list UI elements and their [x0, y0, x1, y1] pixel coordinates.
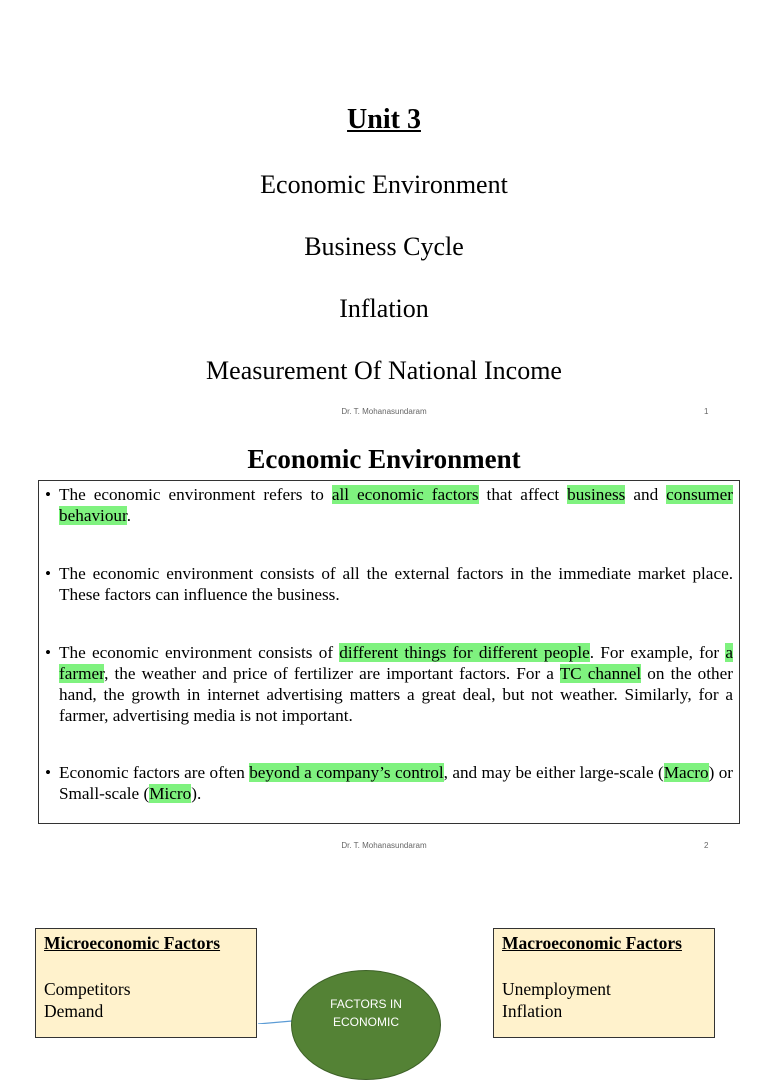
highlighted-text: beyond a company’s control — [249, 763, 444, 782]
macro-factor-item: Inflation — [502, 1001, 563, 1021]
micro-factor-item: Competitors — [44, 979, 131, 999]
bullet-text: ). — [191, 784, 202, 803]
highlighted-text: all economic factors — [331, 485, 479, 504]
highlighted-text: a farmer — [59, 643, 734, 683]
highlighted-text: TC channel — [559, 664, 642, 683]
bullet-text: . For example, for — [589, 643, 726, 662]
topic-inflation: Inflation — [339, 294, 429, 323]
bullet-box — [38, 480, 740, 824]
page-number: 1 — [704, 407, 709, 416]
bullet-text: on the other hand, the growth in internet advertising matters a great deal, but not weather. Similarly, for a farmer, advertising media is not important. — [59, 664, 733, 725]
macro-factor-item: Unemployment — [502, 979, 611, 999]
highlighted-text: consumer behaviour — [59, 485, 733, 525]
microeconomic-heading: Microeconomic Factors — [44, 933, 221, 953]
topic-national-income: Measurement Of National Income — [206, 356, 562, 385]
highlighted-text: business — [567, 485, 626, 504]
bullet-text: The economic environment consists of all the external factors in the immediate market place. These factors can influence the business. — [59, 564, 733, 604]
bullet-text: Economic factors are often — [59, 763, 250, 782]
bullet-text: , and may be either large-scale ( — [443, 763, 664, 782]
bullet-text: that affect — [478, 485, 568, 504]
unit-title: Unit 3 — [347, 104, 421, 135]
slide-title: Economic Environment — [247, 444, 521, 474]
bullet-text: ) or Small-scale ( — [59, 763, 734, 803]
bullet-text: and — [625, 485, 667, 504]
bullet-text: The economic environment consists of — [59, 643, 340, 662]
topic-business-cycle: Business Cycle — [304, 232, 464, 261]
footer-author: Dr. T. Mohanasundaram — [341, 407, 427, 416]
bullet-text: The economic environment refers to — [59, 485, 332, 504]
bullet-text: , the weather and price of fertilizer are important factors. For a — [104, 664, 560, 683]
topic-economic-environment: Economic Environment — [260, 170, 508, 199]
highlighted-text: Micro — [149, 784, 192, 803]
ellipse-text-line: ECONOMIC — [333, 1015, 399, 1029]
highlighted-text: Macro — [663, 763, 709, 782]
highlighted-text: different things for different people — [339, 643, 590, 662]
macroeconomic-heading: Macroeconomic Factors — [502, 933, 682, 953]
bullet-item — [45, 563, 733, 605]
factors-center-ellipse — [291, 970, 441, 1080]
micro-factor-item: Demand — [44, 1001, 104, 1021]
bullet-item — [45, 642, 733, 726]
bullet-text: . — [126, 506, 132, 525]
ellipse-text-line: FACTORS IN — [330, 997, 402, 1011]
bullet-item — [45, 484, 733, 526]
footer-author: Dr. T. Mohanasundaram — [341, 841, 427, 850]
page-number: 2 — [704, 841, 709, 850]
bullet-item — [45, 762, 733, 804]
